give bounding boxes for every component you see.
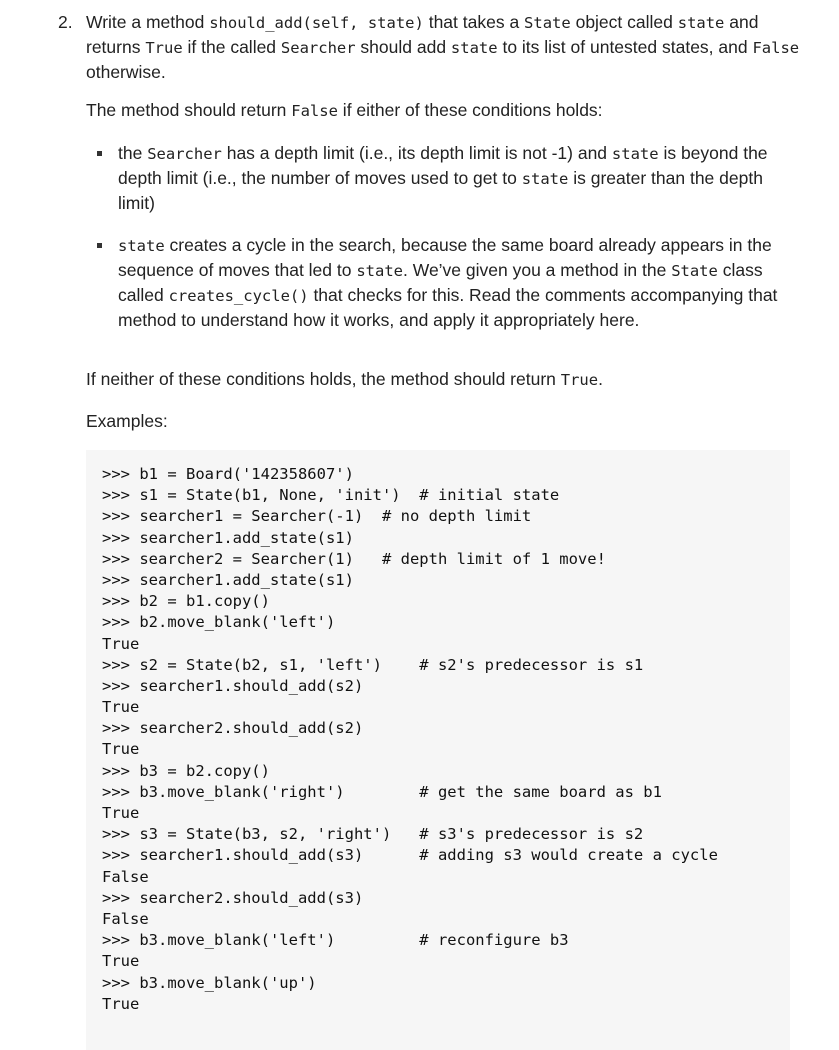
code-line: True (102, 952, 140, 971)
bullet-text: has a depth limit (i.e., its depth limit is not -1) and (221, 143, 612, 163)
code-line: >>> searcher1.add_state(s1) (102, 570, 354, 589)
code-line: >>> s1 = State(b1, None, 'init') # initial state (102, 486, 560, 505)
code-line: False (102, 867, 149, 886)
para-text: The method should return (86, 100, 292, 120)
bullet-text: the (118, 143, 148, 163)
code-line: >>> b3.move_blank('right') # get the same board as b1 (102, 782, 662, 801)
false-literal: False (291, 102, 338, 120)
code-line: >>> searcher1.should_add(s2) (102, 676, 364, 695)
code-example-block (86, 450, 790, 1050)
intro-text: should add (355, 37, 451, 57)
true-literal: True (560, 371, 599, 389)
param-name: state (450, 39, 498, 57)
code-line: True (102, 698, 140, 717)
param-name: state (677, 14, 725, 32)
list-number: 2. (58, 12, 73, 32)
param-name: state (521, 170, 569, 188)
conditions-list (118, 141, 798, 350)
para-text: . (598, 369, 603, 389)
code-line: True (102, 804, 140, 822)
code-line: >>> b2 = b1.copy() (102, 592, 270, 611)
code-lines (102, 464, 718, 1015)
method-signature: should_add(self, state) (209, 14, 424, 32)
bullet-text: is beyond the depth limit (i.e., the number of moves used to get to (118, 143, 768, 188)
code-line: >>> searcher2 = Searcher(1) # depth limit of 1 move! (102, 549, 606, 568)
false-literal: False (752, 39, 800, 57)
bullet-text: creates a cycle in the search, because the same board already appears in the sequence of moves that led to (118, 235, 772, 280)
code-line: True (102, 994, 140, 1013)
code-line: False (102, 909, 149, 928)
examples-heading: Examples: (86, 411, 168, 431)
class-name: State (671, 262, 718, 280)
class-name: State (524, 14, 571, 32)
list-item (118, 141, 798, 215)
code-line: >>> searcher1 = Searcher(-1) # no depth limit (102, 507, 532, 526)
list-item (118, 233, 798, 332)
intro-text: that takes a (423, 12, 525, 32)
code-line: >>> searcher1.add_state(s1) (102, 528, 354, 547)
code-line: >>> b3 = b2.copy() (102, 761, 270, 780)
intro-text: if the called (182, 37, 281, 57)
code-line: >>> b1 = Board('142358607') (102, 465, 354, 483)
bullet-text: is greater than the depth limit) (118, 168, 763, 213)
code-line: >>> s2 = State(b2, s1, 'left') # s2's predecessor is s1 (102, 655, 644, 674)
intro-text: Write a method (86, 12, 210, 32)
code-line: True (102, 740, 140, 759)
intro-text: object called (570, 12, 678, 32)
bullet-text: class called (118, 260, 763, 305)
bullet-text: . We’ve given you a method in the (403, 260, 672, 280)
code-line: >>> b2.move_blank('left') (102, 613, 336, 632)
code-line: >>> searcher2.should_add(s3) (102, 888, 364, 907)
param-name: state (611, 145, 659, 163)
code-line: >>> searcher2.should_add(s2) (102, 719, 364, 738)
para-text: if either of these conditions holds: (337, 100, 603, 120)
class-name: Searcher (147, 145, 222, 163)
conditions-intro (86, 98, 603, 123)
task-description (86, 10, 806, 84)
code-line: >>> searcher1.should_add(s3) # adding s3 would create a cycle (102, 846, 718, 865)
intro-text: and returns (86, 12, 759, 57)
code-line: >>> b3.move_blank('up') (102, 973, 317, 992)
para-text: If neither of these conditions holds, the method should return (86, 369, 561, 389)
method-name: creates_cycle() (168, 287, 309, 305)
param-name: state (356, 262, 404, 280)
param-name: state (118, 237, 165, 255)
true-literal: True (145, 39, 183, 57)
fallback-paragraph (86, 367, 603, 392)
code-line: >>> s3 = State(b3, s2, 'right') # s3's predecessor is s2 (102, 825, 644, 844)
intro-text: to its list of untested states, and (497, 37, 753, 57)
code-line: True (102, 634, 140, 653)
class-name: Searcher (280, 39, 356, 57)
bullet-text: that checks for this. Read the comments accompanying that method to understand how it works, and apply it appropriately here. (118, 285, 778, 330)
code-line: >>> b3.move_blank('left') # reconfigure b3 (102, 931, 569, 950)
intro-text: otherwise. (86, 62, 166, 82)
